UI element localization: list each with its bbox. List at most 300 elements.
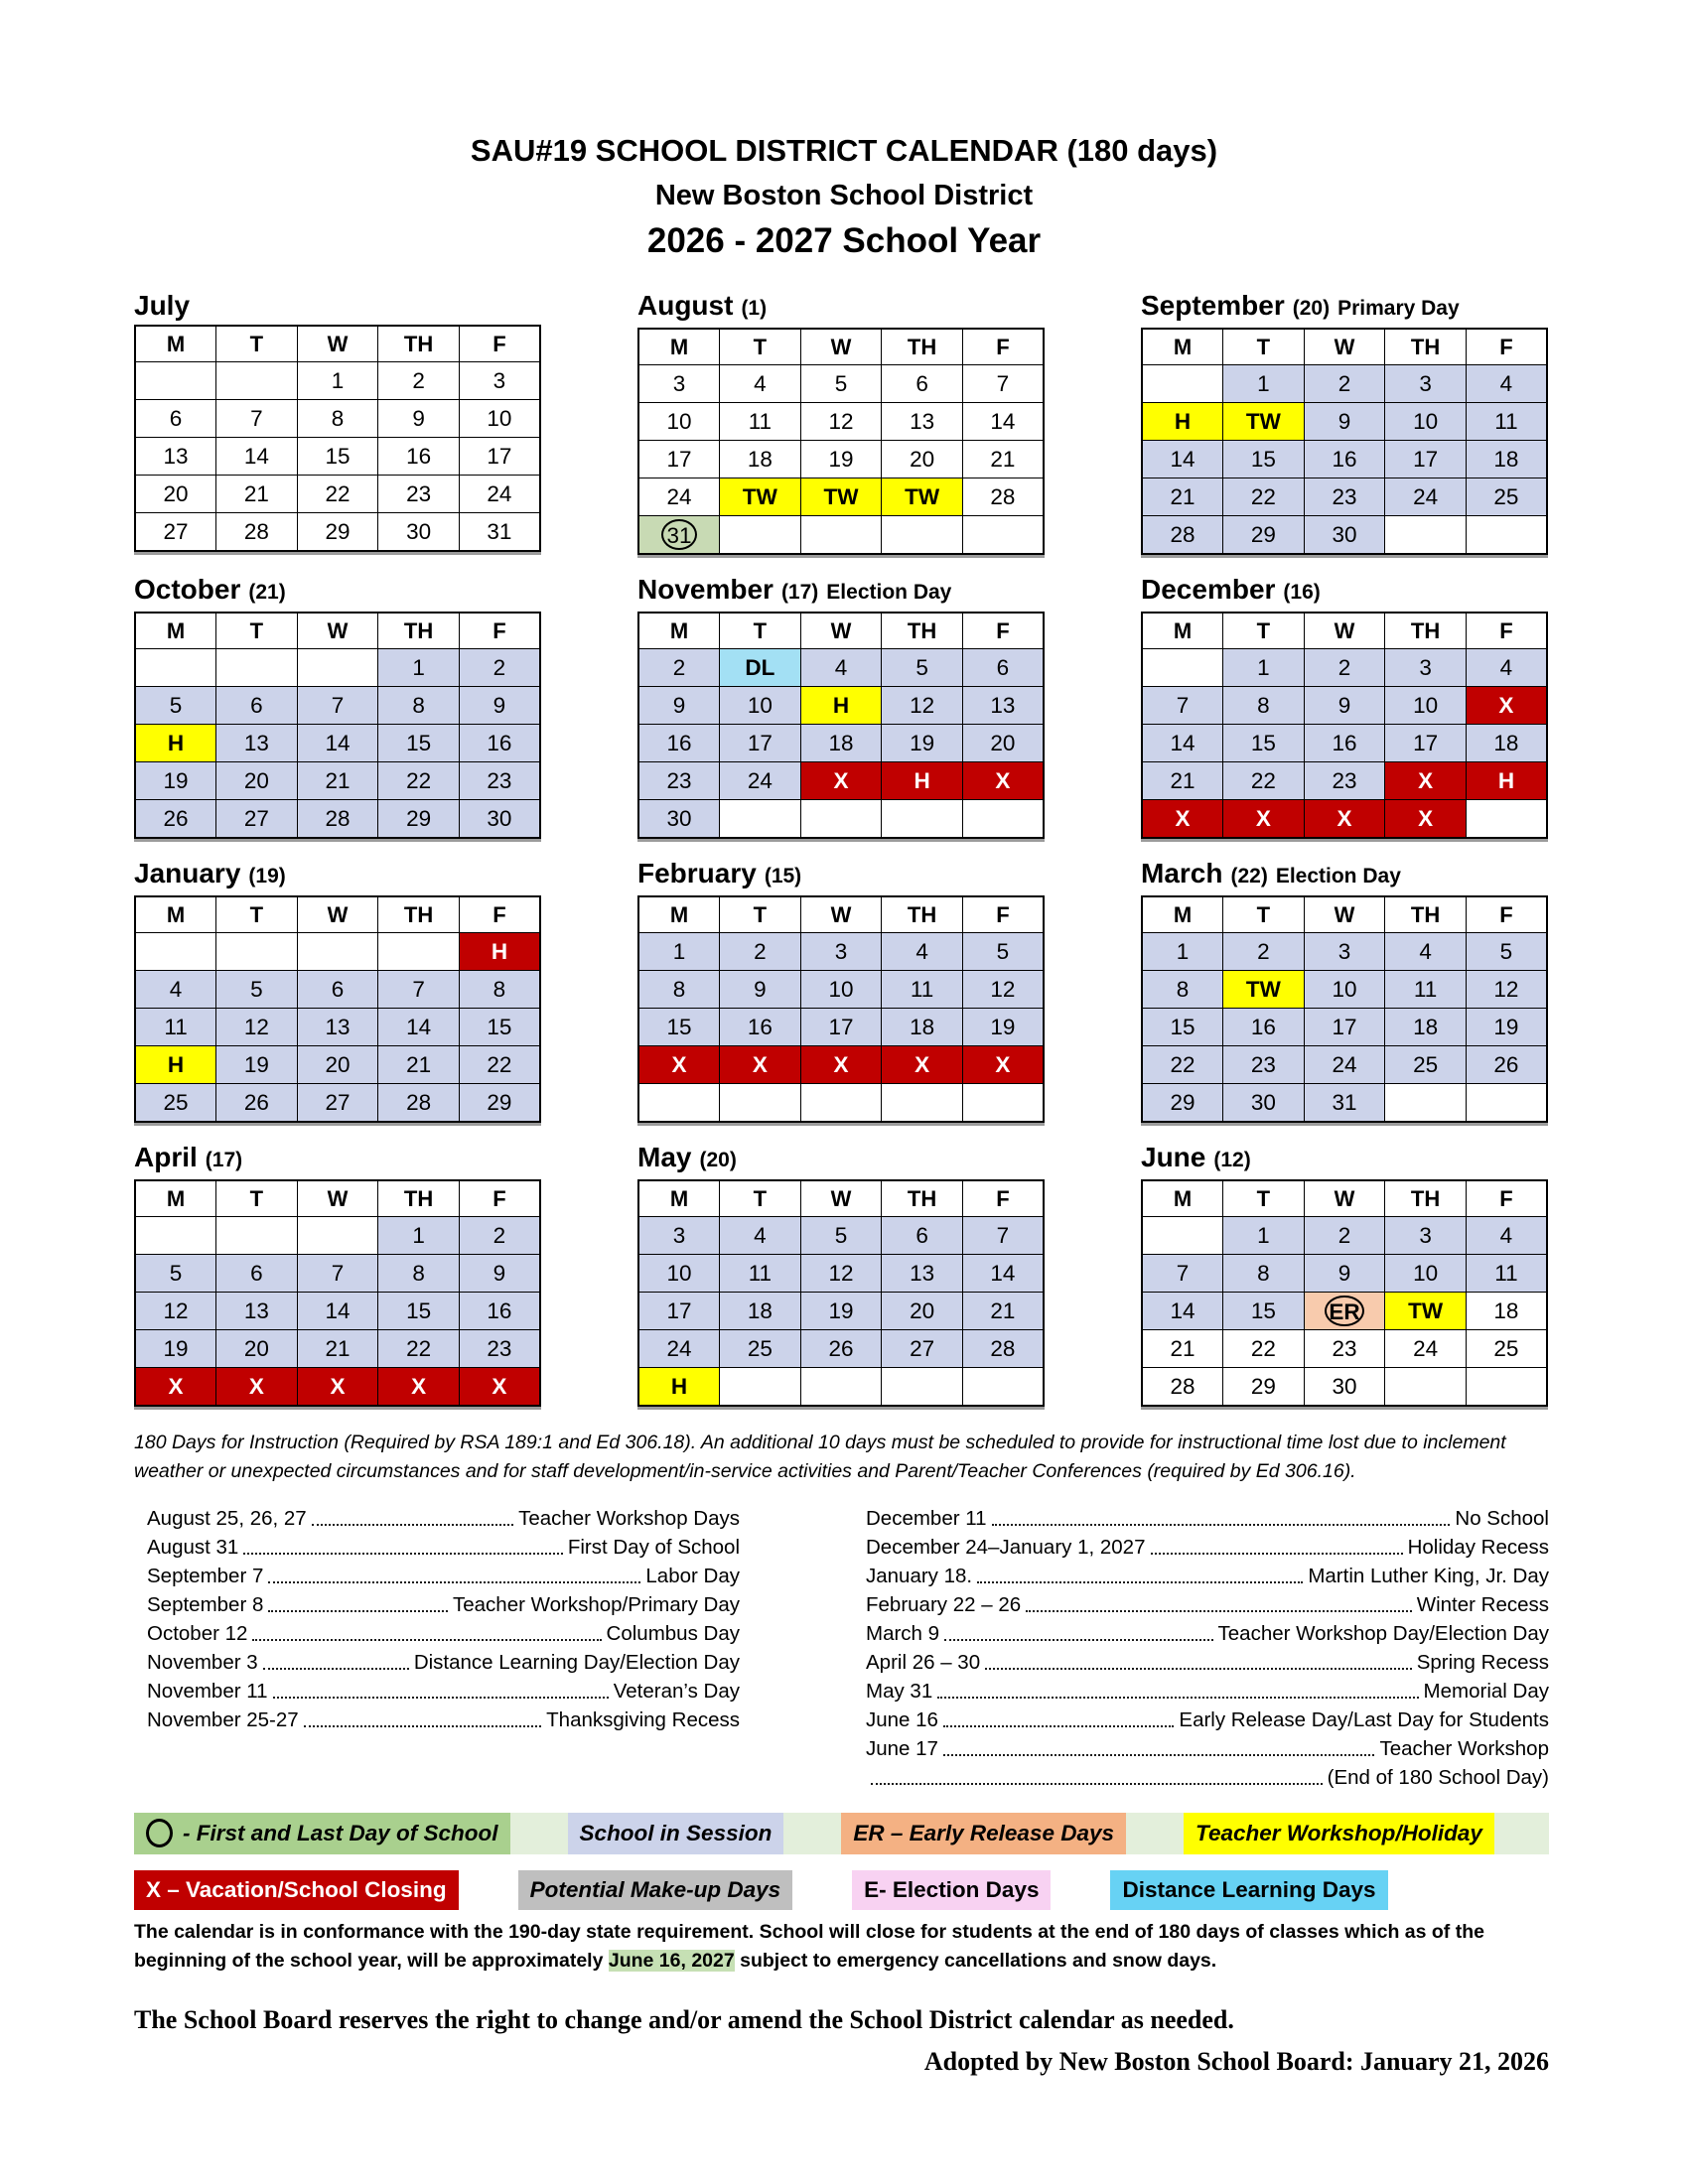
day-cell: 2 [1223,933,1305,971]
month-day-count: (17) [205,1149,243,1171]
weekday-header: M [1142,329,1223,365]
month-note: Primary Day [1337,297,1460,320]
month-march [1141,857,1548,1123]
dotted-leader [1026,1610,1412,1612]
day-cell: 4 [800,649,882,687]
legend-chip [568,1813,784,1854]
event-label: Labor Day [645,1564,740,1587]
day-cell: 5 [135,1255,216,1293]
day-cell: DL [720,649,801,687]
day-cell: 24 [638,478,720,516]
day-cell [1385,516,1467,555]
weekday-header: TH [378,326,460,362]
day-cell: 1 [297,362,378,400]
day-cell [720,1084,801,1123]
date-list-right [866,1503,1549,1791]
instruction-footnote: 180 Days for Instruction (Required by RSA 189:1 and Ed 306.18). An additional 10 days must be scheduled to provide for instructional time lost due to inclement weather or unexpected circumstances and for staff development/in-service activities and Parent/Teacher Conferences (required by Ed 306.16). [134,1432,1506,1483]
week-row [1142,1084,1547,1123]
day-cell: 8 [1142,971,1223,1009]
day-cell: TW [800,478,882,516]
day-cell: 30 [459,800,540,839]
week-row [135,1046,540,1084]
day-cell: 15 [297,438,378,476]
day-cell: 6 [216,687,298,725]
day-cell: X [800,762,882,800]
day-cell: 4 [135,971,216,1009]
month-title [637,857,1045,893]
day-cell: 29 [378,800,460,839]
week-row [638,971,1044,1009]
week-row [1142,1330,1547,1368]
day-cell: 24 [1304,1046,1385,1084]
day-cell: 22 [378,1330,460,1368]
day-cell [962,800,1044,839]
day-cell: 22 [459,1046,540,1084]
week-row [638,933,1044,971]
week-row [1142,762,1547,800]
day-cell: 5 [882,649,963,687]
weekday-header: W [297,896,378,933]
day-cell [800,800,882,839]
week-row [1142,725,1547,762]
day-cell: TW [1223,971,1305,1009]
day-cell: 24 [638,1330,720,1368]
dotted-leader [273,1697,609,1699]
week-row [135,1009,540,1046]
weekday-header: W [297,326,378,362]
month-september [1141,289,1548,555]
weekday-header: M [135,326,216,362]
day-cell: 18 [720,441,801,478]
dotted-leader [268,1581,640,1583]
day-cell: 3 [1304,933,1385,971]
day-cell: 12 [1466,971,1547,1009]
event-label: Memorial Day [1423,1679,1549,1703]
month-table-february [637,895,1045,1123]
dotted-leader [943,1754,1375,1756]
week-row [135,513,540,552]
month-name: September [1141,290,1285,321]
day-cell: 13 [882,403,963,441]
legend-chip-label: Distance Learning Days [1122,1876,1376,1902]
day-cell: H [135,1046,216,1084]
date-list-item [147,1589,740,1618]
weekday-header: TH [882,896,963,933]
day-cell: 6 [297,971,378,1009]
weekday-header: F [1466,329,1547,365]
weekday-header: T [720,613,801,649]
day-cell: 6 [216,1255,298,1293]
first-last-circle-icon [146,1819,173,1847]
day-cell [882,800,963,839]
month-table-january [134,895,541,1123]
day-cell: 21 [378,1046,460,1084]
day-cell: 2 [720,933,801,971]
weekday-header-row [638,896,1044,933]
day-cell: 11 [135,1009,216,1046]
month-day-count: (17) [780,581,819,604]
closing-date-highlight: June 16, 2027 [608,1949,735,1972]
day-cell: 23 [459,1330,540,1368]
month-october [134,573,541,839]
weekday-header: TH [378,1180,460,1217]
day-cell: 10 [638,403,720,441]
week-row [638,478,1044,516]
dotted-leader [871,1783,1323,1785]
month-may [637,1141,1045,1407]
weekday-header: F [459,1180,540,1217]
week-row [638,762,1044,800]
date-label: September 8 [147,1592,264,1616]
day-cell: H [135,725,216,762]
day-cell: 14 [378,1009,460,1046]
day-cell: 17 [638,1293,720,1330]
day-cell: 14 [297,1293,378,1330]
day-cell [800,1084,882,1123]
day-cell: 7 [962,1217,1044,1255]
day-cell: 18 [1385,1009,1467,1046]
day-cell: 26 [135,800,216,839]
weekday-header: T [1223,896,1305,933]
day-cell: 29 [1142,1084,1223,1123]
weekday-header: M [135,1180,216,1217]
date-list-item [866,1561,1549,1589]
day-cell: 18 [1466,1293,1547,1330]
day-cell: 2 [1304,1217,1385,1255]
day-cell: 28 [378,1084,460,1123]
date-label: February 22 – 26 [866,1592,1022,1616]
day-cell [297,649,378,687]
day-cell: 25 [1466,478,1547,516]
date-label: August 31 [147,1535,239,1559]
day-cell: 20 [135,476,216,513]
day-cell [962,1368,1044,1407]
day-cell: 9 [459,1255,540,1293]
week-row [135,362,540,400]
day-cell: 15 [638,1009,720,1046]
day-cell: TW [1385,1293,1467,1330]
weekday-header: W [1304,1180,1385,1217]
day-cell: 23 [1304,478,1385,516]
weekday-header: W [297,613,378,649]
day-cell: 9 [378,400,460,438]
date-list-item [866,1676,1549,1705]
weekday-header-row [1142,613,1547,649]
day-cell: 7 [1142,1255,1223,1293]
day-cell [1385,1084,1467,1123]
legend-chip-label: ER – Early Release Days [853,1820,1115,1845]
day-cell: 1 [638,933,720,971]
day-cell: 11 [1385,971,1467,1009]
day-cell: 10 [459,400,540,438]
day-cell [1466,1084,1547,1123]
day-cell: 9 [1304,403,1385,441]
day-cell: 14 [1142,725,1223,762]
day-cell: 6 [882,365,963,403]
day-cell [882,1084,963,1123]
month-april [134,1141,541,1407]
day-cell: 19 [135,1330,216,1368]
day-cell: 29 [1223,516,1305,555]
legend-chip [518,1870,793,1910]
weekday-header: TH [1385,613,1467,649]
weekday-header: F [962,1180,1044,1217]
day-cell: 19 [882,725,963,762]
week-row [135,1330,540,1368]
day-cell [720,1368,801,1407]
date-label: June 17 [866,1736,938,1760]
legend-chip-label: School in Session [579,1820,773,1845]
day-cell: 12 [962,971,1044,1009]
weekday-header: M [1142,1180,1223,1217]
day-cell: 16 [638,725,720,762]
day-cell: 20 [297,1046,378,1084]
day-cell: 7 [297,687,378,725]
weekday-header: M [1142,613,1223,649]
day-cell: 25 [720,1330,801,1368]
week-row [135,400,540,438]
weekday-header: W [800,1180,882,1217]
weekday-header: TH [882,613,963,649]
legend-chip-label: Teacher Workshop/Holiday [1196,1820,1482,1845]
day-cell: 9 [638,687,720,725]
month-table-march [1141,895,1548,1123]
day-cell: 29 [1223,1368,1305,1407]
day-cell: 13 [297,1009,378,1046]
day-cell: 8 [638,971,720,1009]
week-row [1142,933,1547,971]
weekday-header: M [638,1180,720,1217]
district-name: New Boston School District [654,180,1034,211]
weekday-header: W [297,1180,378,1217]
day-cell: 26 [800,1330,882,1368]
day-cell: 30 [1304,516,1385,555]
day-cell: X [962,1046,1044,1084]
month-name: May [637,1142,692,1172]
day-cell: 20 [882,441,963,478]
weekday-header-row [1142,329,1547,365]
date-list-item [866,1705,1549,1733]
day-cell: 21 [962,1293,1044,1330]
weekday-header: F [1466,1180,1547,1217]
day-cell: 23 [1304,762,1385,800]
month-table-june [1141,1179,1548,1407]
month-day-count: (19) [248,865,286,887]
week-row [135,800,540,839]
date-list-item [147,1647,740,1676]
legend-chip-label: Potential Make-up Days [529,1876,781,1902]
month-name: July [134,290,191,321]
day-cell: 4 [1385,933,1467,971]
day-cell: 16 [1304,725,1385,762]
day-cell [135,649,216,687]
day-cell: 14 [1142,441,1223,478]
day-cell: 17 [800,1009,882,1046]
month-name: March [1141,858,1223,888]
week-row [1142,1009,1547,1046]
weekday-header: TH [882,1180,963,1217]
day-cell: 25 [135,1084,216,1123]
month-table-may [637,1179,1045,1407]
day-cell: 17 [720,725,801,762]
day-cell: 24 [459,476,540,513]
month-day-count: (22) [1230,865,1268,887]
day-cell: X [1385,762,1467,800]
week-row [135,1293,540,1330]
weekday-header: F [962,329,1044,365]
day-cell: 30 [378,513,460,552]
week-row [135,438,540,476]
month-name: April [134,1142,198,1172]
legend-chip [1110,1870,1387,1910]
months-grid [134,289,1688,1407]
day-cell: 2 [459,1217,540,1255]
week-row [638,1046,1044,1084]
month-title [1141,857,1548,893]
legend-chip-label: E- Election Days [864,1876,1040,1902]
day-cell: 29 [297,513,378,552]
weekday-header: T [1223,1180,1305,1217]
day-cell: 22 [1142,1046,1223,1084]
week-row [135,687,540,725]
day-cell: 8 [297,400,378,438]
event-label: Teacher Workshop Day/Election Day [1217,1621,1549,1645]
week-row [1142,365,1547,403]
day-cell: 7 [297,1255,378,1293]
day-cell: 16 [459,725,540,762]
day-cell: 16 [459,1293,540,1330]
day-cell: X [1466,687,1547,725]
day-cell [882,516,963,555]
weekday-header: T [720,1180,801,1217]
day-cell: 20 [882,1293,963,1330]
weekday-header: TH [1385,896,1467,933]
month-title [134,857,541,893]
date-label: March 9 [866,1621,940,1645]
legend-chip-label: X – Vacation/School Closing [146,1876,447,1902]
day-cell: 18 [720,1293,801,1330]
week-row [638,516,1044,555]
day-cell: 21 [1142,1330,1223,1368]
month-table-august [637,328,1045,555]
week-row [1142,649,1547,687]
day-cell: 24 [1385,1330,1467,1368]
day-cell: 5 [216,971,298,1009]
day-cell: 5 [135,687,216,725]
day-cell [216,649,298,687]
month-title [134,1141,541,1177]
day-cell: 7 [378,971,460,1009]
week-row [638,649,1044,687]
week-row [1142,1046,1547,1084]
date-list-item [866,1618,1549,1647]
day-cell: H [1466,762,1547,800]
day-cell: 7 [216,400,298,438]
day-cell [297,1217,378,1255]
day-cell: X [962,762,1044,800]
dotted-leader [268,1610,448,1612]
day-cell: 14 [962,1255,1044,1293]
date-list-item [866,1647,1549,1676]
day-cell: 12 [800,1255,882,1293]
day-cell: 6 [135,400,216,438]
day-cell: 5 [800,1217,882,1255]
day-cell: X [297,1368,378,1407]
week-row [638,441,1044,478]
date-label: August 25, 26, 27 [147,1506,307,1530]
day-cell [135,362,216,400]
day-cell: 2 [378,362,460,400]
month-day-count: (12) [1213,1149,1251,1171]
day-cell [1142,649,1223,687]
weekday-header: TH [378,896,460,933]
day-cell: X [800,1046,882,1084]
weekday-header: T [216,326,298,362]
week-row [1142,1217,1547,1255]
day-cell: 29 [459,1084,540,1123]
day-cell [297,933,378,971]
date-label: January 18. [866,1564,973,1587]
day-cell: 31 [459,513,540,552]
dotted-leader [985,1668,1412,1670]
weekday-header-row [1142,1180,1547,1217]
day-cell: X [216,1368,298,1407]
day-cell: 5 [962,933,1044,971]
month-name: February [637,858,757,888]
date-list-left [147,1503,740,1791]
day-cell [135,933,216,971]
week-row [135,649,540,687]
day-cell: 30 [1304,1368,1385,1407]
month-day-count: (20) [1292,297,1331,320]
dotted-leader [977,1581,1303,1583]
day-cell: 13 [135,438,216,476]
day-cell: 9 [459,687,540,725]
day-cell: 24 [720,762,801,800]
dotted-leader [263,1668,409,1670]
day-cell: X [638,1046,720,1084]
day-cell [638,516,720,555]
date-label: December 24–January 1, 2027 [866,1535,1146,1559]
day-cell: 7 [962,365,1044,403]
month-title [637,573,1045,610]
month-table-april [134,1179,541,1407]
day-cell [216,1217,298,1255]
day-cell: 9 [1304,1255,1385,1293]
week-row [1142,403,1547,441]
day-cell: 31 [1304,1084,1385,1123]
dotted-leader [937,1697,1418,1699]
day-cell: 4 [882,933,963,971]
weekday-header: T [720,329,801,365]
weekday-header: M [638,896,720,933]
month-table-july [134,325,541,552]
day-cell: 19 [800,1293,882,1330]
date-lists [147,1503,1688,1791]
day-cell: 13 [216,725,298,762]
day-cell: 11 [1466,403,1547,441]
day-cell: 12 [800,403,882,441]
circled-day: ER [1325,1296,1363,1326]
day-cell: TW [1223,403,1305,441]
week-row [1142,1293,1547,1330]
month-title [1141,1141,1548,1177]
weekday-header: F [1466,896,1547,933]
day-cell: 15 [1223,441,1305,478]
day-cell [378,933,460,971]
day-cell: 27 [135,513,216,552]
day-cell: 14 [216,438,298,476]
